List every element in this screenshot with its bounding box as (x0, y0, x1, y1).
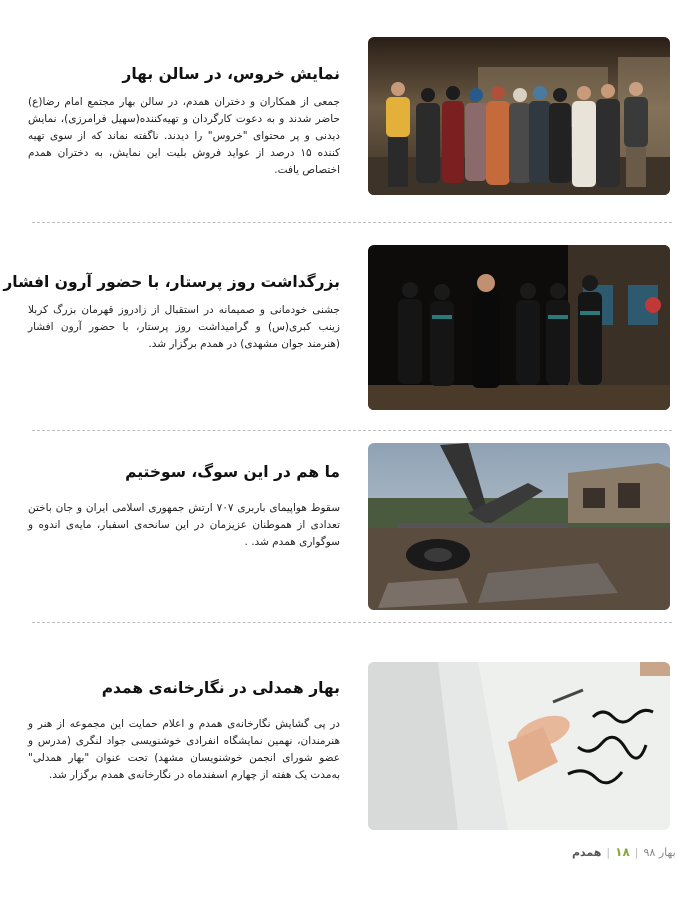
article-1-text (28, 64, 340, 179)
footer-season: بهار ۹۸ (643, 845, 676, 859)
article-2-body: جشنی خودمانی و صمیمانه در استقبال از زادروز قهرمان بزرگ کربلا زینب کبری(س) و گرامیداشت روز پرستار، با حضور آرون افشار (هنرمند جوان مشهدی) در همدم برگزار شد. (28, 304, 340, 351)
article-1-body: جمعی از همکاران و دختران همدم، در سالن بهار مجتمع امام رضا(ع) حاضر شدند و به دعوت کارگردان و تهیه‌کننده(سهیل فرامرزی)، نمایش دیدنی و پر محتوای "خروس" را دیدند. ناگفته نماند که از سوی تهیه کننده ۱۵ درصد از عواید فروش بلیت این نمایش، به دختران همدم اختصاص یافت. (28, 96, 340, 177)
footer-page-number: ۱۸ (615, 845, 630, 859)
article-3-photo (368, 443, 670, 610)
article-3-title: ما هم در این سوگ، سوختیم (125, 463, 340, 481)
divider-3 (32, 622, 672, 623)
article-4-title: بهار همدلی در نگارخانه‌ی همدم (101, 679, 340, 697)
footer-separator-1: | (634, 845, 639, 859)
article-2-photo (368, 245, 670, 410)
divider-2 (32, 430, 672, 431)
calligraphy-image (368, 662, 670, 830)
article-4-body: در پی گشایش نگارخانه‌ی همدم و اعلام حمایت این مجموعه از هنر و هنرمندان، نهمین نمایشگاه انفرادی خوشنویسی جواد لنگری (مدرس و عضو شورای انجمن خوشنویسان مشهد) تحت عنوان "بهار همدلی" به‌مدت یک هفته از چهارم اسفندماه در نگارخانه‌ی همدم برگزار شد. (28, 718, 340, 782)
article-1-photo (368, 37, 670, 195)
article-1-title: نمایش خروس، در سالن بهار (122, 65, 340, 83)
nurses-stage-image (368, 245, 670, 410)
article-4-photo (368, 662, 670, 830)
footer-logo: همدم (572, 845, 602, 859)
article-2-title: بزرگداشت روز پرستار، با حضور آرون افشار (3, 273, 340, 291)
article-4-text (28, 678, 340, 784)
article-3-text (28, 462, 340, 551)
article-2-text (3, 272, 340, 353)
page-footer (572, 843, 676, 861)
divider-1 (32, 222, 672, 223)
article-3-body: سقوط هواپیمای باربری ۷۰۷ ارتش جمهوری اسلامی ایران و جان باختن تعدادی از هموطنان عزیزمان در این سانحه‌ی اسفبار، مایه‌ی اندوه و سوگواری همدم شد. . (28, 502, 341, 549)
crash-site-image (368, 443, 670, 610)
group-photo-image (368, 37, 670, 195)
footer-separator-2: | (606, 845, 611, 859)
